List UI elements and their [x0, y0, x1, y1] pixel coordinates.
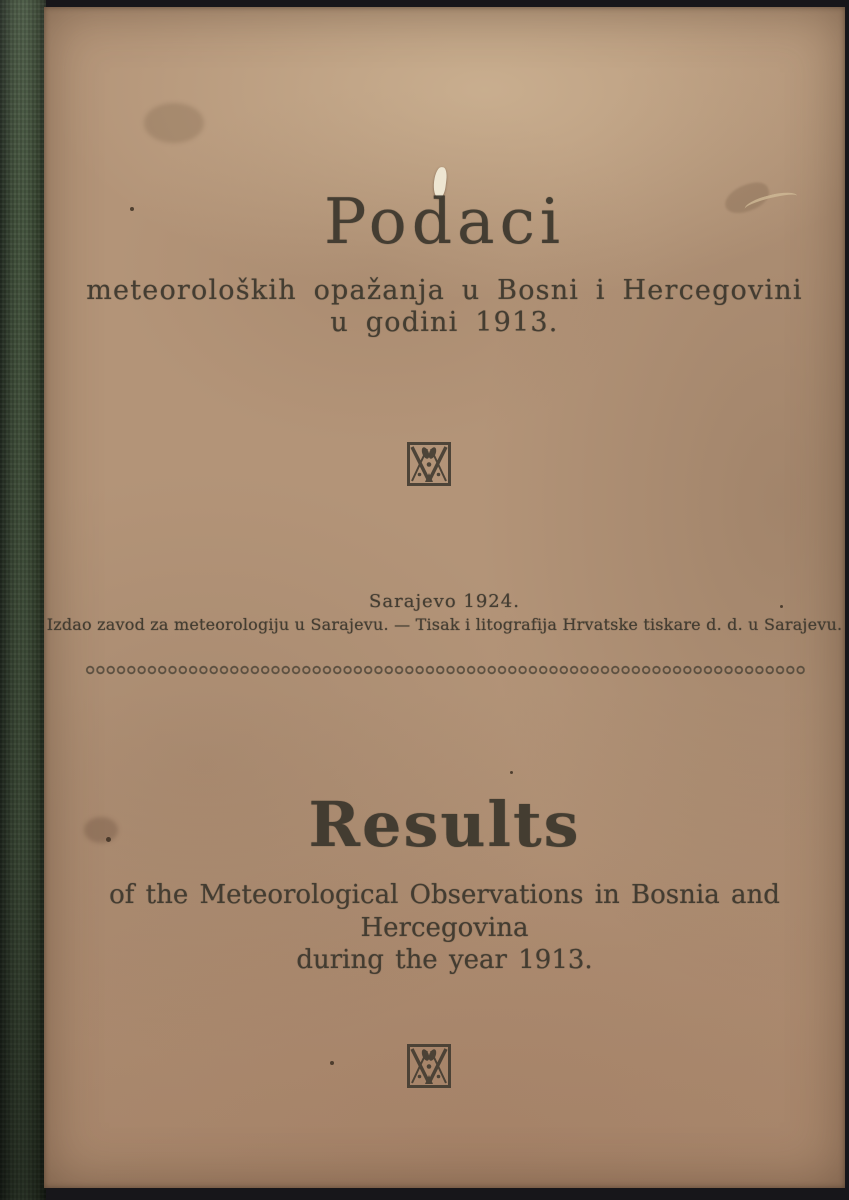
subtitle-bosnian-line2: u godini 1913.	[330, 306, 559, 338]
subtitle-english	[44, 879, 845, 977]
printers-ornament-icon	[406, 441, 452, 487]
subtitle-english-line1: of the Meteorological Observations in Bosnia and Hercegovina	[109, 880, 780, 943]
title-english: Results	[308, 788, 581, 861]
chain-divider-ornament	[85, 664, 805, 676]
place-year: Sarajevo 1924.	[369, 591, 520, 612]
cover-paper	[44, 7, 845, 1188]
title-bosnian: Podaci	[323, 185, 566, 258]
subtitle-bosnian	[44, 275, 845, 339]
blotch-stain	[144, 103, 204, 143]
imprint-line: Izdao zavod za meteorologiju u Sarajevu. — Tisak i litografija Hrvatske tiskare d. d. u Sarajevu.	[46, 615, 843, 634]
speck	[510, 771, 513, 774]
subtitle-bosnian-line1: meteoroloških opažanja u Bosni i Hercegovini	[86, 275, 803, 306]
speck	[330, 1061, 334, 1065]
subtitle-english-line2: during the year 1913.	[296, 945, 593, 975]
printers-ornament-icon	[406, 1043, 452, 1089]
book-spine	[0, 0, 46, 1200]
